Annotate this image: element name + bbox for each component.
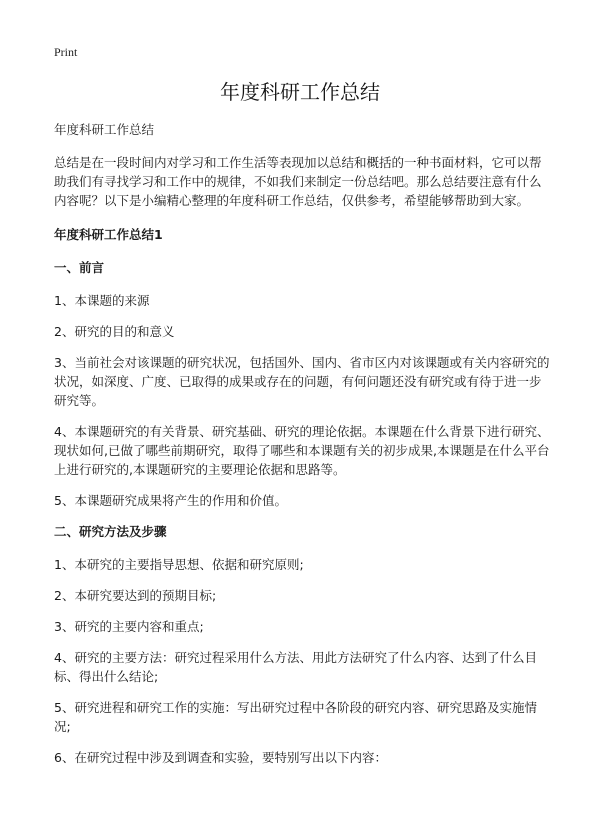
document-title: 年度科研工作总结 — [220, 80, 380, 104]
part1-item: 3、当前社会对该课题的研究状况，包括国外、国内、省市区内对该课题或有关内容研究的状况，如深度、广度、已取得的成果或存在的问题，有何问题还没有研究或有待于进一步研究等。 — [54, 355, 550, 408]
part2-item: 5、研究进程和研究工作的实施：写出研究过程中各阶段的研究内容、研究思路及实施情况; — [54, 700, 537, 734]
part2-item: 1、本研究的主要指导思想、依据和研究原则; — [54, 557, 304, 572]
intro-paragraph: 总结是在一段时间内对学习和工作生活等表现加以总结和概括的一种书面材料，它可以帮助我们有寻找学习和工作中的规律，不如我们来制定一份总结吧。那么总结要注意有什么内容呢？以下是小编精心整理的年度科研工作总结，仅供参考，希望能够帮助到大家。 — [54, 155, 542, 208]
part1-item: 1、本课题的来源 — [54, 293, 150, 308]
part2-heading: 二、研究方法及步骤 — [54, 524, 167, 539]
part2-item: 2、本研究要达到的预期目标; — [54, 588, 217, 603]
part1-item: 4、本课题研究的有关背景、研究基础、研究的理论依据。本课题在什么背景下进行研究、现状如何,已做了哪些前期研究，取得了哪些和本课题有关的初步成果,本课题是在什么平台上进行研究的,本课题研究的主要理论依据和思路等。 — [54, 424, 550, 477]
section-title: 年度科研工作总结1 — [54, 227, 163, 242]
part1-heading: 一、前言 — [54, 260, 105, 275]
part1-item: 2、研究的目的和意义 — [54, 324, 175, 339]
part2-item: 4、研究的主要方法：研究过程采用什么方法、用此方法研究了什么内容、达到了什么目标、得出什么结论; — [54, 650, 537, 684]
document-subtitle: 年度科研工作总结 — [54, 122, 155, 137]
print-link[interactable]: Print — [54, 45, 78, 59]
part2-item: 3、研究的主要内容和重点; — [54, 619, 204, 634]
document-content — [54, 120, 550, 779]
part2-item: 6、在研究过程中涉及到调查和实验，要特别写出以下内容： — [54, 750, 387, 765]
part1-item: 5、本课题研究成果将产生的作用和价值。 — [54, 493, 287, 508]
